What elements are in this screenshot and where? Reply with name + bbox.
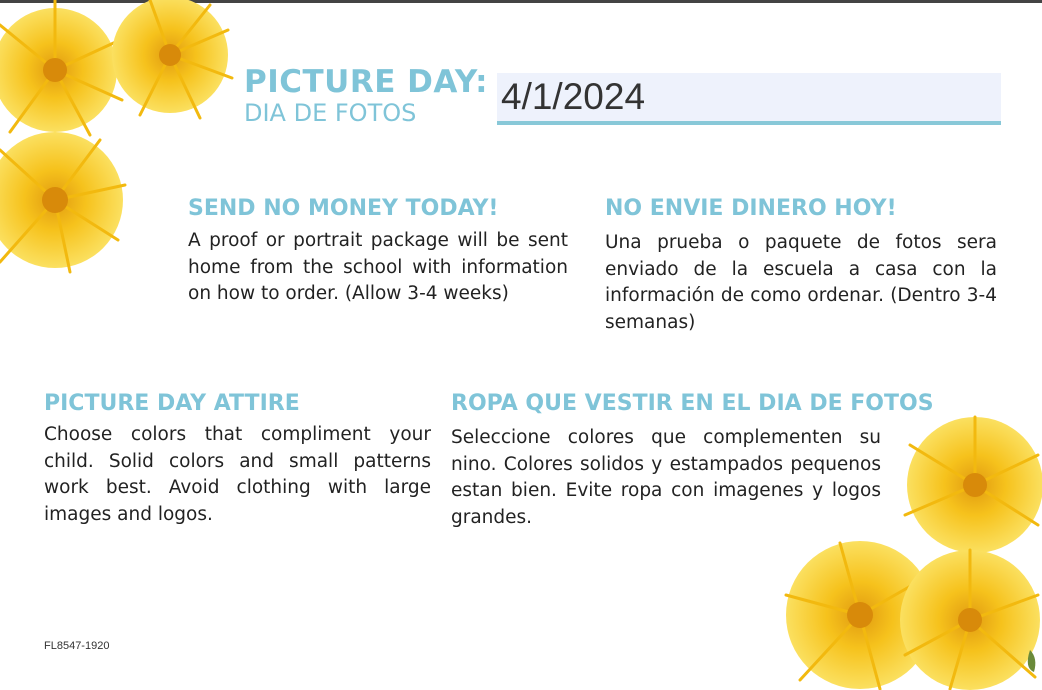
form-code: FL8547-1920	[44, 640, 110, 652]
picture-day-date-field[interactable]	[497, 73, 1001, 125]
page-title: PICTURE DAY:	[244, 64, 489, 100]
no-envie-body: Una prueba o paquete de fotos sera enviado de la escuela a casa con la información de como ordenar. (Dentro 3-4 semanas)	[605, 232, 997, 333]
page-subtitle: DIA DE FOTOS	[244, 99, 417, 127]
send-no-money-title: SEND NO MONEY TODAY!	[188, 196, 499, 221]
no-envie-title: NO ENVIE DINERO HOY!	[605, 196, 897, 221]
send-no-money-body: A proof or portrait package will be sent home from the school with information on how to order. (Allow 3-4 weeks)	[188, 230, 568, 304]
attire-body: Choose colors that compliment your child. Solid colors and small patterns work best. Avoid clothing with large images and logos.	[44, 424, 431, 525]
ropa-title: ROPA QUE VESTIR EN EL DIA DE FOTOS	[451, 391, 934, 416]
attire-title: PICTURE DAY ATTIRE	[44, 391, 300, 416]
ropa-body: Seleccione colores que complementen su nino. Colores solidos y estampados pequenos estan bien. Evite ropa con imagenes y logos grandes.	[451, 427, 881, 528]
